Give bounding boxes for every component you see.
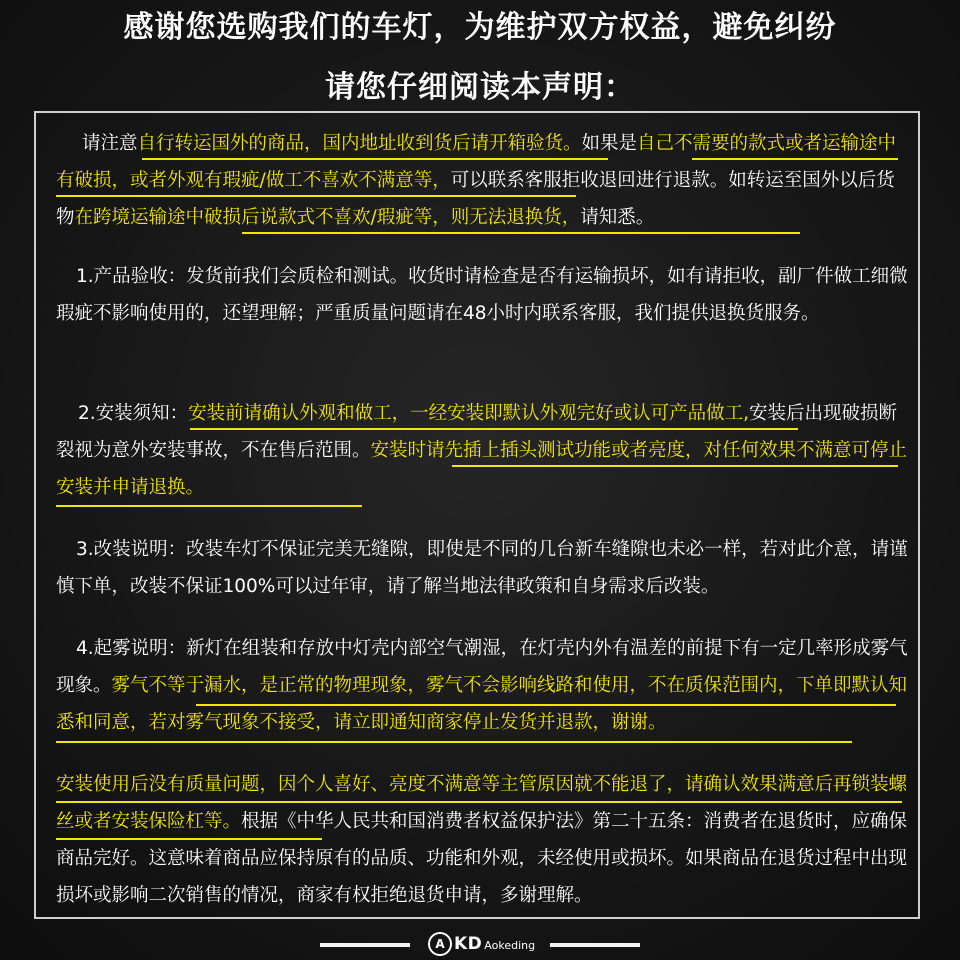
logo-circle-icon: A <box>428 932 452 956</box>
notice-paragraph-modification <box>56 531 908 605</box>
intro-highlight-1: 自行转运国外的商品，国内地址收到货后请开箱验货。 <box>137 133 582 154</box>
installation-highlight-1: 安装前请确认外观和做工，一经安装即默认外观完好或认可产品做工, <box>188 403 750 424</box>
intro-text-3: 可以联系客服拒收退回进行退款。如转运至国外以后货物 <box>56 170 895 228</box>
fogging-highlight: 雾气不等于漏水，是正常的物理现象，雾气不会影响线路和使用，不在质保范围内，下单即默认知悉和同意，若对雾气现象不接受，请立即通知商家停止发货并退款，谢谢。 <box>56 675 908 733</box>
page-subtitle: 请您仔细阅读本声明： <box>325 70 635 105</box>
returns-text: 根据《中华人民共和国消费者权益保护法》第二十五条：消费者在退货时，应确保商品完好。这意味着商品应保持原有的品质、功能和外观，未经使用或损坏。如果商品在退货过程中出现损坏或影响二次销售的情况，商家有权拒绝退货申请，多谢理解。 <box>56 811 908 906</box>
intro-highlight-2: 自己不需要的款式或者运输途中有破损，或者外观有瑕疵/做工不喜欢不满意等， <box>56 133 897 191</box>
highlight-underline <box>242 232 800 234</box>
intro-highlight-3: 在跨境运输途中破损后说款式不喜欢/瑕疵等，则无法退换货， <box>74 207 581 228</box>
logo-wordmark: KD <box>454 934 483 954</box>
returns-highlight: 安装使用后没有质量问题，因个人喜好、亮度不满意等主管原因就不能退了，请确认效果满意后再锁装螺丝或者安装保险杠等。 <box>56 774 908 832</box>
fogging-text: 4.起雾说明：新灯在组装和存放中灯壳内部空气潮湿，在灯壳内外有温差的前提下有一定几率形成雾气现象。 <box>56 638 908 696</box>
highlight-underline <box>56 505 362 507</box>
intro-text-2: 如果是 <box>581 133 638 154</box>
notice-paragraph-fogging <box>56 630 908 741</box>
brand-logo <box>428 931 535 957</box>
installation-text-2: 安装后出现破损断裂视为意外安装事故，不在售后范围。 <box>56 403 898 461</box>
installation-highlight-2: 安装时请先插上插头测试功能或者亮度，对任何效果不满意可停止安装并申请退换。 <box>56 440 908 498</box>
intro-text-1: 请注意 <box>82 133 138 154</box>
installation-text-1: 2.安装须知： <box>78 403 189 424</box>
intro-text-4: 请知悉。 <box>580 207 655 228</box>
notice-paragraph-installation <box>56 395 908 506</box>
notice-paragraph-returns <box>56 766 908 914</box>
modification-text: 3.改装说明：改装车灯不保证完美无缝隙，即使是不同的几台新车缝隙也未必一样，若对此介意，请谨慎下单，改装不保证100%可以过年审，请了解当地法律政策和自身需求后改装。 <box>56 539 908 597</box>
highlight-underline <box>196 704 896 706</box>
notice-paragraph-inspection <box>56 258 908 332</box>
highlight-underline <box>692 158 898 160</box>
footer-divider-right <box>550 943 640 947</box>
highlight-underline <box>142 158 608 160</box>
highlight-underline <box>452 465 898 467</box>
logo-brand-name: Aokeding <box>484 938 536 952</box>
highlight-underline <box>56 741 852 743</box>
highlight-underline <box>56 838 322 840</box>
highlight-underline <box>56 801 902 803</box>
footer-divider-left <box>320 943 410 947</box>
notice-paragraph-intro <box>56 125 908 236</box>
highlight-underline <box>56 195 576 197</box>
inspection-text: 1.产品验收：发货前我们会质检和测试。收货时请检查是否有运输损坏，如有请拒收，副厂件做工细微瑕疵不影响使用的，还望理解；严重质量问题请在48小时内联系客服，我们提供退换货服务。 <box>56 266 908 324</box>
page-title: 感谢您选购我们的车灯，为维护双方权益，避免纠纷 <box>123 10 837 45</box>
highlight-underline <box>190 428 798 430</box>
